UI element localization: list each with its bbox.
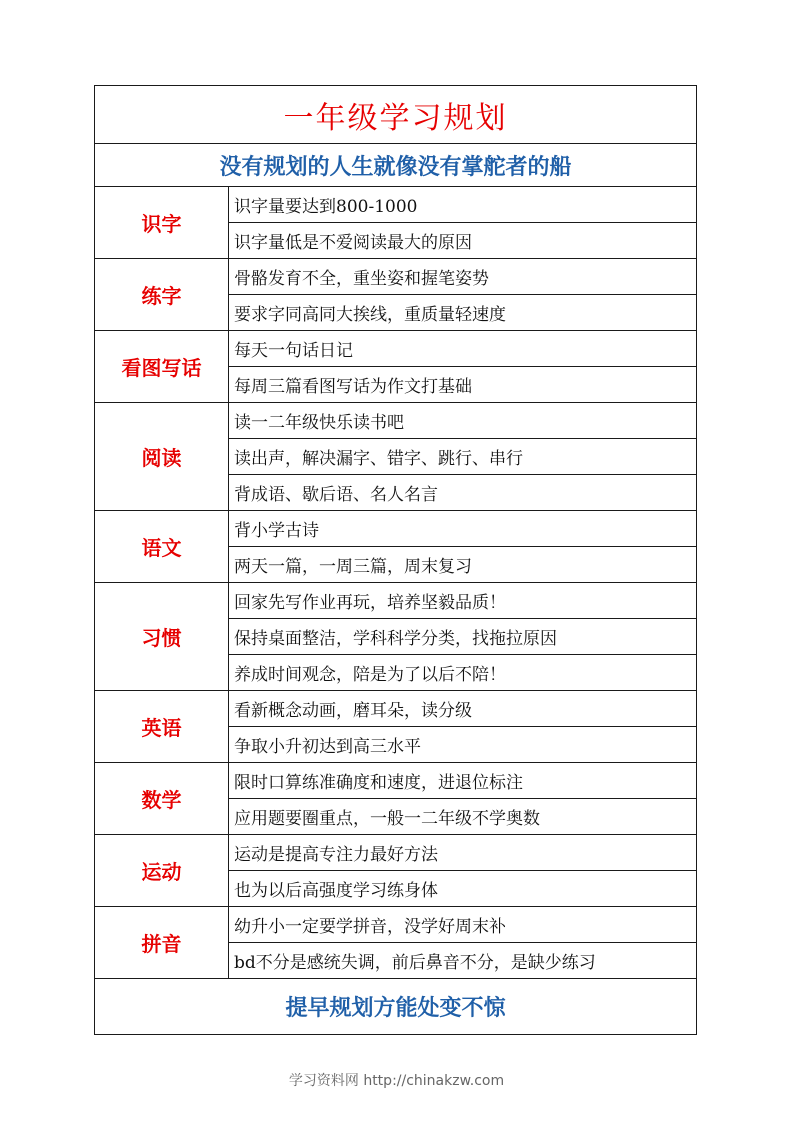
plan-item: 识字量要达到800-1000 xyxy=(229,187,697,223)
subtitle-row xyxy=(95,144,697,187)
category-label: 习惯 xyxy=(95,583,229,691)
category-label: 识字 xyxy=(95,187,229,259)
footer-text: 提早规划方能处变不惊 xyxy=(95,979,697,1035)
plan-row xyxy=(95,403,697,439)
plan-item: 幼升小一定要学拼音，没学好周末补 xyxy=(229,907,697,943)
plan-item: 争取小升初达到高三水平 xyxy=(229,727,697,763)
plan-row xyxy=(95,583,697,619)
plan-item: 运动是提高专注力最好方法 xyxy=(229,835,697,871)
category-label: 练字 xyxy=(95,259,229,331)
plan-item: 每天一句话日记 xyxy=(229,331,697,367)
category-label: 阅读 xyxy=(95,403,229,511)
plan-item: 骨骼发育不全，重坐姿和握笔姿势 xyxy=(229,259,697,295)
plan-item: 背小学古诗 xyxy=(229,511,697,547)
plan-row xyxy=(95,187,697,223)
watermark-text: 学习资料网 http://chinakzw.com xyxy=(288,1073,505,1089)
study-plan-body xyxy=(95,86,697,1035)
plan-row xyxy=(95,259,697,295)
plan-item: 识字量低是不爱阅读最大的原因 xyxy=(229,223,697,259)
plan-row xyxy=(95,511,697,547)
category-label: 看图写话 xyxy=(95,331,229,403)
page-subtitle: 没有规划的人生就像没有掌舵者的船 xyxy=(95,144,697,187)
plan-item: 应用题要圈重点，一般一二年级不学奥数 xyxy=(229,799,697,835)
footer-row xyxy=(95,979,697,1035)
plan-row xyxy=(95,691,697,727)
plan-item: 回家先写作业再玩，培养坚毅品质！ xyxy=(229,583,697,619)
plan-row xyxy=(95,835,697,871)
plan-item: 背成语、歇后语、名人名言 xyxy=(229,475,697,511)
plan-row xyxy=(95,907,697,943)
plan-item: 读出声，解决漏字、错字、跳行、串行 xyxy=(229,439,697,475)
category-label: 拼音 xyxy=(95,907,229,979)
category-label: 数学 xyxy=(95,763,229,835)
plan-row xyxy=(95,331,697,367)
plan-item: 限时口算练准确度和速度，进退位标注 xyxy=(229,763,697,799)
category-label: 运动 xyxy=(95,835,229,907)
plan-item: 保持桌面整洁，学科科学分类，找拖拉原因 xyxy=(229,619,697,655)
plan-item: 也为以后高强度学习练身体 xyxy=(229,871,697,907)
plan-item: 读一二年级快乐读书吧 xyxy=(229,403,697,439)
plan-item: 要求字同高同大挨线，重质量轻速度 xyxy=(229,295,697,331)
plan-item: 每周三篇看图写话为作文打基础 xyxy=(229,367,697,403)
page-title: 一年级学习规划 xyxy=(95,86,697,144)
study-plan-table xyxy=(94,85,697,1035)
plan-item: 看新概念动画，磨耳朵，读分级 xyxy=(229,691,697,727)
category-label: 英语 xyxy=(95,691,229,763)
plan-row xyxy=(95,763,697,799)
plan-item: 养成时间观念，陪是为了以后不陪！ xyxy=(229,655,697,691)
plan-item: 两天一篇，一周三篇，周末复习 xyxy=(229,547,697,583)
category-label: 语文 xyxy=(95,511,229,583)
title-row xyxy=(95,86,697,144)
plan-item: bd不分是感统失调，前后鼻音不分，是缺少练习 xyxy=(229,943,697,979)
